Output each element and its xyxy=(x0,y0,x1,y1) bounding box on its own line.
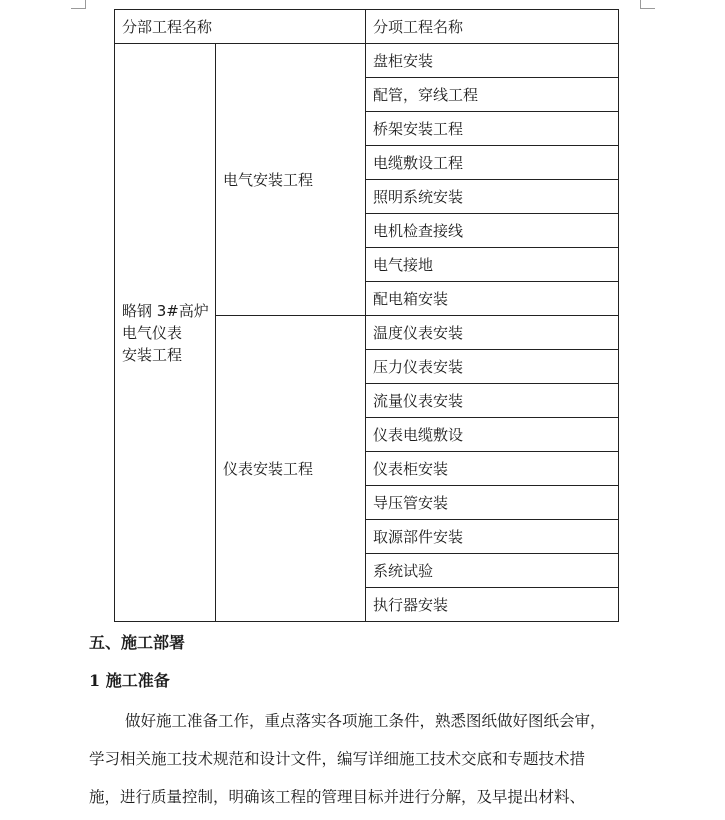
page-corner-mark-left xyxy=(71,0,86,9)
group-name-electrical: 电气安装工程 xyxy=(216,44,366,316)
item-cell: 取源部件安装 xyxy=(366,520,619,554)
item-cell: 桥架安装工程 xyxy=(366,112,619,146)
paragraph-line: 做好施工准备工作，重点落实各项施工条件，熟悉图纸做好图纸会审， xyxy=(125,712,606,730)
item-cell: 照明系统安装 xyxy=(366,180,619,214)
item-cell: 配管，穿线工程 xyxy=(366,78,619,112)
table-row xyxy=(115,44,619,78)
item-cell: 系统试验 xyxy=(366,554,619,588)
division-name-cell xyxy=(115,44,216,622)
group-name-instrument: 仪表安装工程 xyxy=(216,316,366,622)
division-name-line: 安装工程 xyxy=(122,345,183,364)
page-corner-mark-right xyxy=(640,0,655,9)
item-cell: 执行器安装 xyxy=(366,588,619,622)
division-name-line: 略钢 3#高炉 xyxy=(122,301,209,320)
item-cell: 配电箱安装 xyxy=(366,282,619,316)
item-cell: 温度仪表安装 xyxy=(366,316,619,350)
item-cell: 压力仪表安装 xyxy=(366,350,619,384)
item-cell: 电气接地 xyxy=(366,248,619,282)
header-item-name: 分项工程名称 xyxy=(366,10,619,44)
engineering-breakdown-table xyxy=(114,9,619,622)
header-division-name: 分部工程名称 xyxy=(115,10,366,44)
item-cell: 电机检查接线 xyxy=(366,214,619,248)
item-cell: 电缆敷设工程 xyxy=(366,146,619,180)
paragraph-line: 学习相关施工技术规范和设计文件，编写详细施工技术交底和专题技术措 xyxy=(89,750,586,768)
paragraph-line: 施，进行质量控制，明确该工程的管理目标并进行分解，及早提出材料、 xyxy=(89,788,586,806)
item-cell: 仪表柜安装 xyxy=(366,452,619,486)
section-heading: 五、施工部署 xyxy=(89,633,186,652)
item-cell: 盘柜安装 xyxy=(366,44,619,78)
division-name-line: 电气仪表 xyxy=(122,323,183,342)
body-paragraph xyxy=(89,702,649,816)
item-cell: 仪表电缆敷设 xyxy=(366,418,619,452)
table-header-row xyxy=(115,10,619,44)
subsection-heading: 1 施工准备 xyxy=(89,671,170,690)
item-cell: 流量仪表安装 xyxy=(366,384,619,418)
item-cell: 导压管安装 xyxy=(366,486,619,520)
